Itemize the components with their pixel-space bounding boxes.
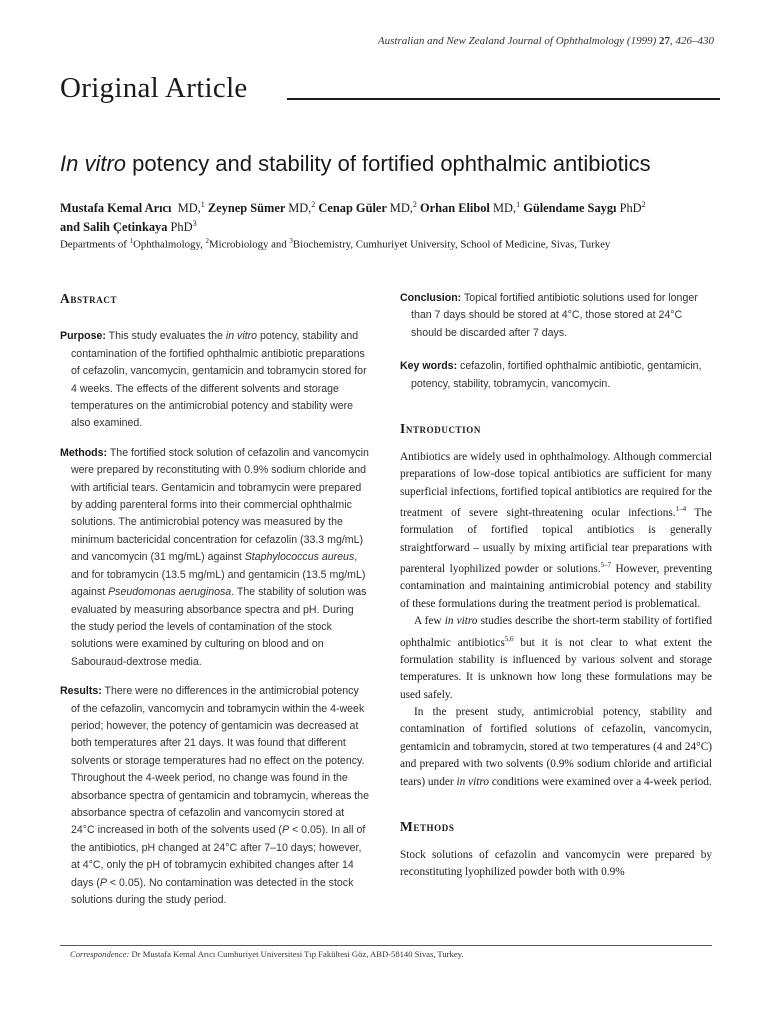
article-type-heading: Original Article xyxy=(60,72,248,104)
results-label: Results: xyxy=(60,685,102,698)
footer-rule xyxy=(60,945,712,946)
author-affiliation: 3 xyxy=(192,219,197,229)
introduction-heading: Introduction xyxy=(400,421,481,437)
author-degree: MD, xyxy=(389,201,413,216)
author-affiliation: 2 xyxy=(311,200,316,209)
author-degree: PhD xyxy=(619,201,642,216)
methods-heading: Methods xyxy=(400,819,455,835)
author-affiliation: 2 xyxy=(641,200,646,209)
methods-body xyxy=(400,847,712,882)
author: Mustafa Kemal Arıcı xyxy=(60,201,172,216)
title-italic: In vitro xyxy=(60,151,127,176)
methods-paragraph: Stock solutions of cefazolin and vancomycin were prepared by reconstituting lyophilized powder both with 0.9% xyxy=(400,849,712,879)
author: Orhan Elibol xyxy=(419,201,490,216)
abstract-conclusion: Conclusion: Topical fortified antibiotic solutions used for longer than 7 days should be stored at 4°C, those stored at 24°C should be discarded after 7 days. xyxy=(400,292,698,339)
right-column xyxy=(400,290,712,882)
introduction-body xyxy=(400,449,712,791)
abstract-purpose: Purpose: This study evaluates the in vitro potency, stability and contamination of the fortified ophthalmic antibiotic preparations of cefazolin, vancomycin, gentamicin and tobramycin stored for 4 weeks. The effects of the different solvents and storage temperatures on the antimicrobial potency and stability were also examined. xyxy=(60,330,367,430)
correspondence-footer xyxy=(70,949,464,959)
journal-name: Australian and New Zealand Journal of Ophthalmology xyxy=(377,35,625,47)
intro-paragraph: Antibiotics are widely used in ophthalmology. Although commercial preparations of low-dose topical antibiotics are sufficient for many superficial infections, fortified topical antibiotics are required for the treatment of severe sight-threatening ocular infections.$^{1-4}$ The formulation of fortified topical antibiotics is generally straightforward – usually by mixing artificial tear preparations with parenteral lyophilized powder or solutions.$^{5-7}$ However, preventing contamination and maintaining antimicrobial potency and stability of these formulations during the treatment period is problematical. xyxy=(400,451,712,610)
left-column xyxy=(60,290,370,921)
author-affiliation: 2 xyxy=(412,200,417,209)
journal-volume: 27 xyxy=(659,35,670,47)
methods-label: Methods: xyxy=(60,446,108,459)
correspondence-label: Correspondence: xyxy=(70,949,130,959)
journal-pages: , 426–430 xyxy=(670,35,714,47)
keywords: Key words: cefazolin, fortified ophthalmic antibiotic, gentamicin, potency, stability, tobramycin, vancomycin. xyxy=(400,360,702,390)
author: Gülendame Saygı xyxy=(523,201,617,216)
author-list xyxy=(60,197,720,235)
author-degree: MD, xyxy=(493,201,517,216)
author: Zeynep Sümer xyxy=(207,201,286,216)
affiliations: Departments of $^1$Ophthalmology, $^2$Microbiology and $^3$Biochemistry, Cumhuriyet University, School of Medicine, Sivas, Turkey xyxy=(60,237,611,251)
intro-paragraph: A few in vitro studies describe the short-term stability of fortified ophthalmic antibiotics$^{5,6}$ but it is not clear to what extent the formulation stability is influenced by various solvent and storage temperatures. It is unknown how long these formulations may be used safely. xyxy=(400,615,713,701)
abstract-heading: Abstract xyxy=(60,291,118,306)
abstract-results: Results: There were no differences in the antimicrobial potency of the cefazolin, vancomycin and tobramycin within the 4-week period; however, the potency of gentamicin was decreased at both temperatures after 21 days. It was found that different solvents or storage temperatures had no effect on the potency. Throughout the 4-week period, no change was found in the absorbance spectra of gentamicin and tobramycin, whereas the absorbance spectra of cefazolin and vancomycin stored at 24°C increased in both of the solvents used (P < 0.05). In all of the antibiotics, pH changed at 24°C after 7–10 days; however, at 4°C, only the pH of tobramycin exhibited changes after 14 days (P < 0.05). No contamination was detected in the stock solutions during the study period. xyxy=(60,685,369,906)
author-degree: PhD xyxy=(170,220,193,235)
author-affiliation: 1 xyxy=(200,200,205,209)
purpose-label: Purpose: xyxy=(60,330,106,343)
abstract-methods: Methods: The fortified stock solution of cefazolin and vancomycin were prepared by reconstituting with 0.9% sodium chloride and with artificial tears. Gentamicin and tobramycin were prepared by adding parenteral forms into their commercial ophthalmic solutions. The antimicrobial potency was measured by the minimum bactericidal concentration for cefazolin (33.3 mg/mL) and vancomycin (31 mg/mL) against Staphylococcus aureus, and for tobramycin (13.5 mg/mL) and gentamicin (13.5 mg/mL) against Pseudomonas aeruginosa. The stability of solution was evaluated by measuring absorbance spectra and pH. During the study period the levels of contamination of the stock solutions were examined by culturing on blood and on Sabouraud-dextrose media. xyxy=(60,446,369,668)
correspondence-text: Dr Mustafa Kemal Arıcı Cumhuriyet Universitesi Tıp Fakültesi Göz, ABD-58140 Sivas, Turkey. xyxy=(129,949,464,959)
heading-rule xyxy=(287,98,720,100)
title-rest: potency and stability of fortified ophthalmic antibiotics xyxy=(126,151,651,176)
author: Cenap Güler xyxy=(318,201,387,216)
author-degree: MD, xyxy=(177,201,201,216)
author: and Salih Çetinkaya xyxy=(60,220,168,235)
journal-citation xyxy=(378,35,714,47)
keywords-label: Key words: xyxy=(400,360,458,373)
conclusion-label: Conclusion: xyxy=(400,292,462,304)
journal-year: (1999) xyxy=(626,35,657,47)
author-affiliation: 1 xyxy=(516,200,521,209)
intro-paragraph: In the present study, antimicrobial potency, stability and contamination of fortified solutions of cefazolin, vancomycin, gentamicin and tobramycin, stored at two temperatures (4 and 24°C) and prepared with two solvents (0.9% sodium chloride and artificial tears) under in vitro conditions were examined over a 4-week period. xyxy=(400,706,712,788)
author-degree: MD, xyxy=(288,201,312,216)
article-title xyxy=(60,151,728,177)
